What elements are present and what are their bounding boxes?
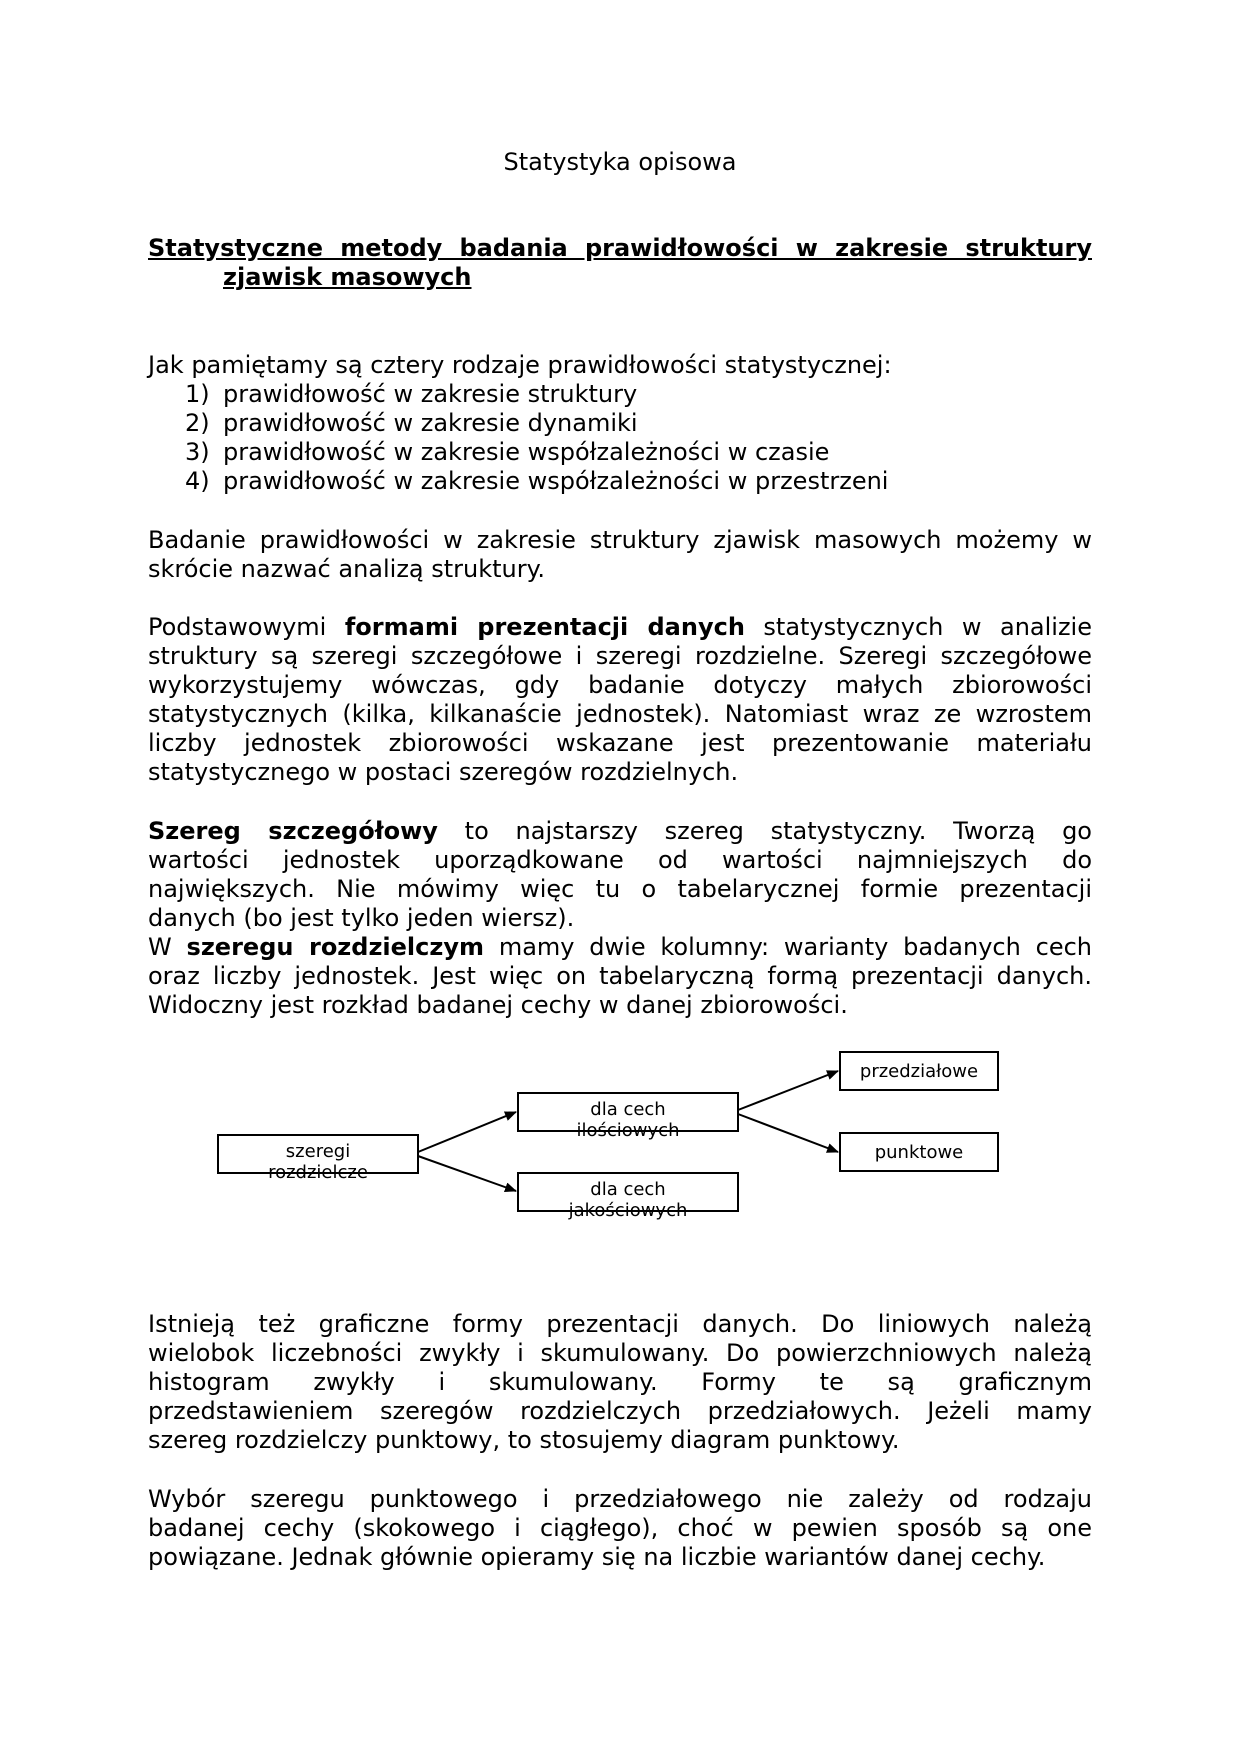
text-line: wartości jednostek uporządkowane od wartości najmniejszych do [148, 846, 1092, 874]
list-text: prawidłowość w zakresie współzależności w czasie [223, 438, 830, 466]
text-line: struktury są szeregi szczegółowe i szeregi rozdzielne. Szeregi szczegółowe [148, 642, 1092, 670]
text-line: histogram zwykły i skumulowany. Formy te są graficznym [148, 1368, 1092, 1396]
text-fragment: to najstarszy szereg statystyczny. Tworzą go [437, 817, 1092, 845]
list-text: prawidłowość w zakresie współzależności w przestrzeni [223, 467, 889, 495]
section-heading [148, 234, 1092, 292]
node-root-label: rozdzielcze [268, 1162, 368, 1183]
list-item [185, 380, 888, 409]
paragraph-detailed-series [148, 817, 1092, 933]
text-line: danych (bo jest tylko jeden wiersz). [148, 904, 575, 932]
arrow-quantitative-to-interval [738, 1071, 838, 1110]
text-line [148, 933, 1092, 962]
bold-term: Szereg szczegółowy [148, 817, 438, 845]
node-quantitative-label: dla cech [590, 1099, 666, 1120]
section-heading-line: zjawisk masowych [223, 263, 472, 291]
node-root-label: szeregi [285, 1141, 351, 1162]
node-root [218, 1135, 418, 1183]
list-number: 1) [185, 380, 210, 408]
text-line [148, 613, 1092, 642]
arrow-quantitative-to-point [738, 1114, 838, 1152]
text-line: oraz liczby jednostek. Jest więc on tabelaryczną formą prezentacji danych. [148, 962, 1092, 990]
list-text: prawidłowość w zakresie struktury [223, 380, 638, 408]
bold-term: szeregu rozdzielczym [186, 933, 485, 961]
node-point-label: punktowe [874, 1142, 964, 1163]
text-fragment: Podstawowymi [148, 613, 345, 641]
text-line: Widoczny jest rozkład badanej cechy w danej zbiorowości. [148, 991, 848, 1019]
text-line: przedstawieniem szeregów rozdzielczych przedziałowych. Jeżeli mamy [148, 1397, 1092, 1425]
text-line: powiązane. Jednak głównie opieramy się na liczbie wariantów danej cechy. [148, 1543, 1046, 1571]
arrow-root-to-quantitative [418, 1112, 516, 1152]
paragraph-distribution-series [148, 933, 1092, 1020]
text-line: statystycznego w postaci szeregów rozdzielnych. [148, 758, 739, 786]
paragraph-series-choice [148, 1485, 1092, 1572]
document-title: Statystyka opisowa [503, 148, 737, 176]
list-number: 2) [185, 409, 210, 437]
paragraph-graphical-forms [148, 1310, 1092, 1455]
section-heading-line: Statystyczne metody badania prawidłowości w zakresie struktury [148, 234, 1092, 262]
node-qualitative [518, 1173, 738, 1221]
list-item [185, 409, 888, 438]
text-line: skrócie nazwać analizą struktury. [148, 555, 546, 583]
text-fragment: statystycznych w analizie [744, 613, 1092, 641]
text-line: wielobok liczebności zwykły i skumulowany. Do powierzchniowych należą [148, 1339, 1092, 1367]
text-line [148, 817, 1092, 846]
list-item [185, 467, 888, 496]
text-line: wykorzystujemy wówczas, gdy badanie dotyczy małych zbiorowości [148, 671, 1092, 699]
arrow-root-to-qualitative [418, 1156, 516, 1191]
node-qualitative-label: dla cech [590, 1179, 666, 1200]
text-line: Badanie prawidłowości w zakresie struktury zjawisk masowych możemy w [148, 526, 1092, 554]
regularity-list [185, 380, 888, 496]
paragraph-structure-analysis [148, 526, 1092, 584]
text-line: Wybór szeregu punktowego i przedziałowego nie zależy od rodzaju [148, 1485, 1092, 1513]
list-number: 3) [185, 438, 210, 466]
list-text: prawidłowość w zakresie dynamiki [223, 409, 638, 437]
text-fragment: mamy dwie kolumny: warianty badanych cech [484, 933, 1093, 961]
list-number: 4) [185, 467, 210, 495]
text-line: liczby jednostek zbiorowości wskazane jest prezentowanie materiału [148, 729, 1092, 757]
node-qualitative-label: jakościowych [568, 1200, 688, 1221]
text-line: Istnieją też graficzne formy prezentacji danych. Do liniowych należą [148, 1310, 1092, 1338]
intro-paragraph: Jak pamiętamy są cztery rodzaje prawidłowości statystycznej: [148, 351, 892, 379]
text-fragment: W [148, 933, 187, 961]
text-line: statystycznych (kilka, kilkanaście jednostek). Natomiast wraz ze wzrostem [148, 700, 1092, 728]
text-line: badanej cechy (skokowego i ciągłego), choć w pewien sposób są one [148, 1514, 1092, 1542]
node-point [840, 1133, 998, 1171]
node-interval-label: przedziałowe [859, 1061, 979, 1082]
node-quantitative [518, 1093, 738, 1141]
node-quantitative-label: ilościowych [576, 1120, 680, 1141]
paragraph-presentation-forms [148, 613, 1092, 787]
node-interval [840, 1052, 998, 1090]
text-line: szereg rozdzielczy punktowy, to stosujemy diagram punktowy. [148, 1426, 900, 1454]
text-line: największych. Nie mówimy więc tu o tabelarycznej formie prezentacji [148, 875, 1092, 903]
list-item [185, 438, 888, 467]
bold-term: formami prezentacji danych [344, 613, 745, 641]
series-diagram [0, 1040, 1240, 1230]
